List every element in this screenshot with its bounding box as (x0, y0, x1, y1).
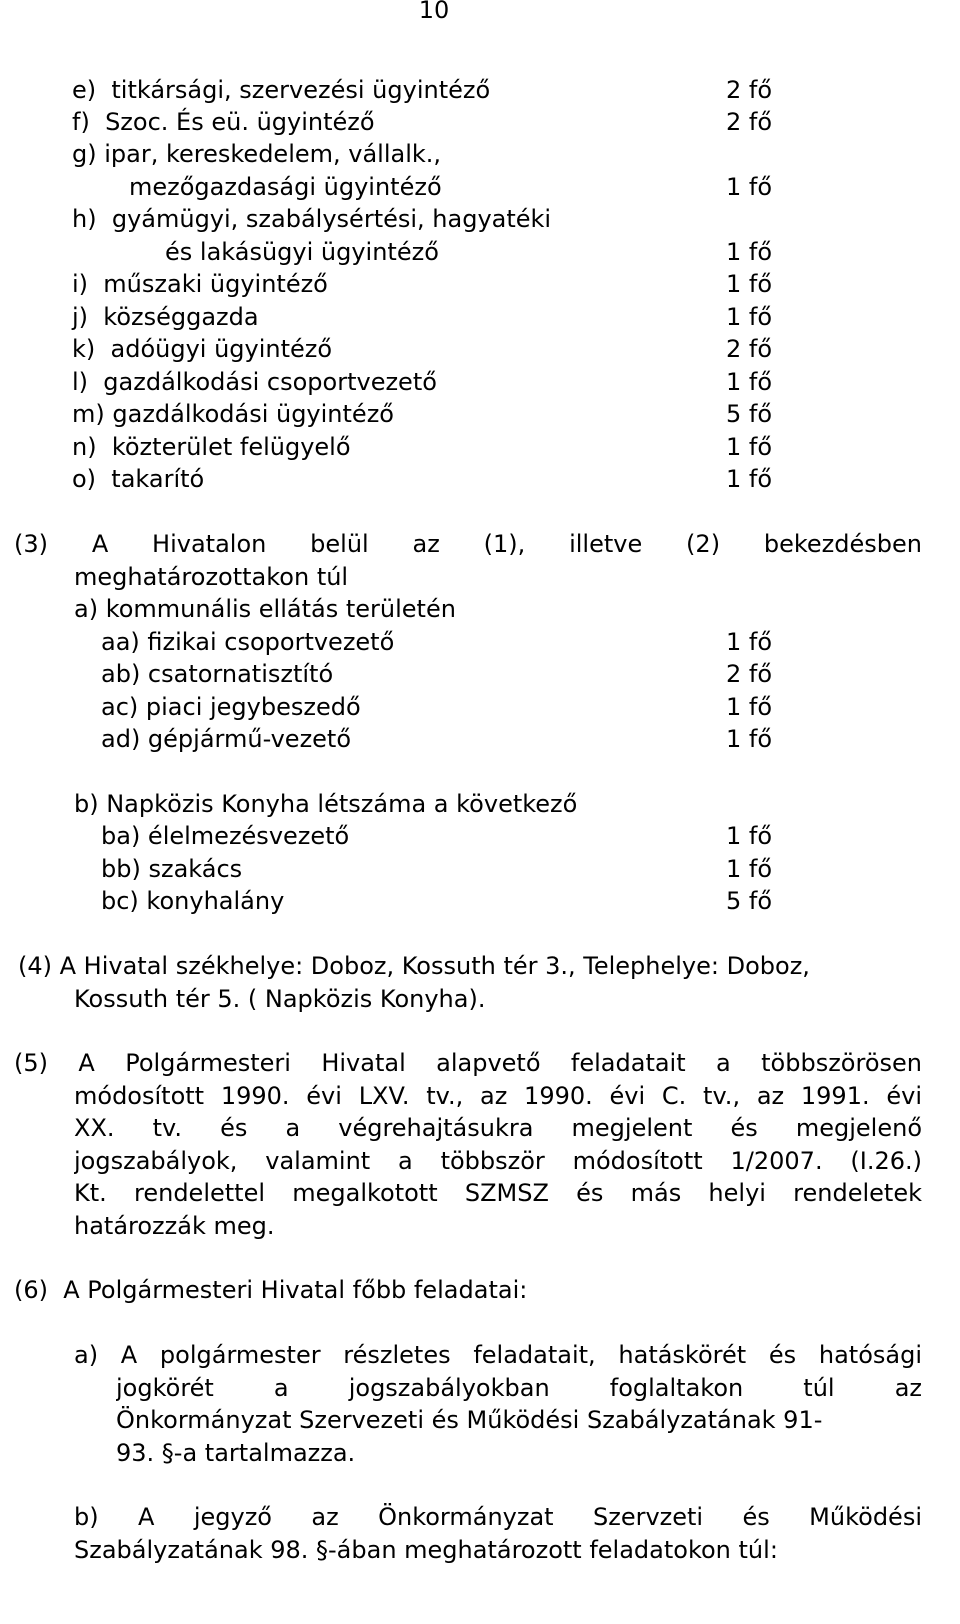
list-item-text: g) ipar, kereskedelem, vállalk., (72, 140, 442, 168)
list-item-text: f) Szoc. És eü. ügyintéző (72, 108, 375, 136)
list-item-qty: 1 fő (726, 368, 773, 396)
section-6-item-b-line: Szabályzatának 98. §-ában meghatározott feladatokon túl: (74, 1536, 778, 1564)
section-3-sub-a-qty: 1 fő (726, 693, 773, 721)
section-3-sub-b-title: b) Napközis Konyha létszáma a következő (74, 790, 578, 818)
section-3-line-1: (3) A Hivatalon belül az (1), illetve (2) bekezdésben (14, 530, 922, 558)
list-item-text: n) közterület felügyelő (72, 433, 351, 461)
list-item-text: k) adóügyi ügyintéző (72, 335, 333, 363)
section-3-sub-b-item: ba) élelmezésvezető (101, 822, 350, 850)
list-item-qty: 1 fő (726, 238, 773, 266)
section-5-line: módosított 1990. évi LXV. tv., az 1990. évi C. tv., az 1991. évi (74, 1082, 922, 1110)
list-item-qty: 1 fő (726, 465, 773, 493)
list-item-qty: 1 fő (726, 270, 773, 298)
list-item-text: e) titkársági, szervezési ügyintéző (72, 76, 491, 104)
section-5-line: XX. tv. és a végrehajtásukra megjelent és megjelenő (74, 1114, 922, 1142)
list-item-qty: 2 fő (726, 76, 773, 104)
section-6-item-a-line: a) A polgármester részletes feladatait, hatáskörét és hatósági (74, 1341, 922, 1369)
list-item-qty: 1 fő (726, 433, 773, 461)
section-3-sub-b-qty: 1 fő (726, 822, 773, 850)
section-3-sub-b-qty: 1 fő (726, 855, 773, 883)
list-item-text: m) gazdálkodási ügyintéző (72, 400, 394, 428)
section-3-sub-a-item: ac) piaci jegybeszedő (101, 693, 361, 721)
list-item-qty: 2 fő (726, 335, 773, 363)
section-3-sub-a-qty: 2 fő (726, 660, 773, 688)
section-3-sub-a-title: a) kommunális ellátás területén (74, 595, 456, 623)
section-5-line: határozzák meg. (74, 1212, 275, 1240)
section-5-line: Kt. rendelettel megalkotott SZMSZ és más helyi rendeletek (74, 1179, 922, 1207)
section-3-sub-a-item: ab) csatornatisztító (101, 660, 334, 688)
list-item-qty: 1 fő (726, 303, 773, 331)
list-item-qty: 5 fő (726, 400, 773, 428)
section-4-line-2: Kossuth tér 5. ( Napközis Konyha). (74, 985, 486, 1013)
section-3-sub-a-qty: 1 fő (726, 628, 773, 656)
list-item-text: j) községgazda (72, 303, 259, 331)
section-6-item-a-line: jogkörét a jogszabályokban foglaltakon túl az (116, 1374, 922, 1402)
section-3-sub-a-item: aa) fizikai csoportvezető (101, 628, 395, 656)
list-item-text: h) gyámügyi, szabálysértési, hagyatéki (72, 205, 552, 233)
list-item-text: i) műszaki ügyintéző (72, 270, 328, 298)
section-5-line: (5) A Polgármesteri Hivatal alapvető feladatait a többszörösen (14, 1049, 922, 1077)
list-item-qty: 2 fő (726, 108, 773, 136)
section-6-item-b-line: b) A jegyző az Önkormányzat Szervzeti és Működési (74, 1503, 922, 1531)
section-3-sub-b-item: bc) konyhalány (101, 887, 285, 915)
section-6-title: (6) A Polgármesteri Hivatal főbb feladatai: (14, 1276, 528, 1304)
section-6-item-a-line: Önkormányzat Szervezeti és Működési Szabályzatának 91- (116, 1406, 823, 1434)
section-6-item-a-line: 93. §-a tartalmazza. (116, 1439, 356, 1467)
section-3-sub-a-item: ad) gépjármű-vezető (101, 725, 352, 753)
list-item-text: és lakásügyi ügyintéző (165, 238, 439, 266)
section-5-line: jogszabályok, valamint a többször módosított 1/2007. (I.26.) (74, 1147, 922, 1175)
list-item-qty: 1 fő (726, 173, 773, 201)
section-3-sub-b-qty: 5 fő (726, 887, 773, 915)
list-item-text: o) takarító (72, 465, 205, 493)
section-3-sub-a-qty: 1 fő (726, 725, 773, 753)
section-3-sub-b-item: bb) szakács (101, 855, 243, 883)
list-item-text: l) gazdálkodási csoportvezető (72, 368, 437, 396)
list-item-text: mezőgazdasági ügyintéző (129, 173, 442, 201)
section-4-line-1: (4) A Hivatal székhelye: Doboz, Kossuth tér 3., Telephelye: Doboz, (18, 952, 810, 980)
section-3-line-2: meghatározottakon túl (74, 563, 349, 591)
page-number: 10 (418, 0, 450, 24)
